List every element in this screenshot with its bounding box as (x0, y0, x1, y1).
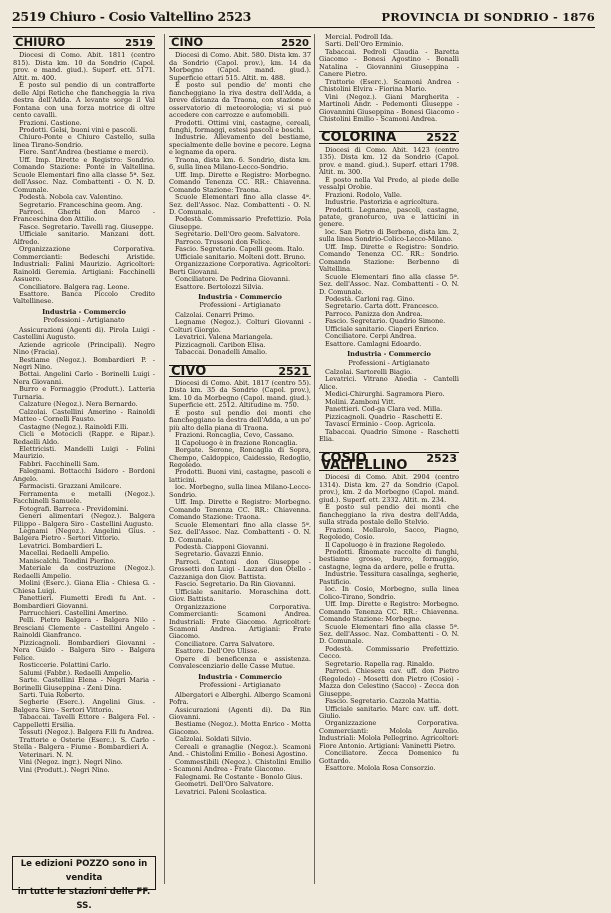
paragraph: Conciliatore. De Pedrina Giovanni. (175, 275, 291, 284)
paragraph: È posto nella Val Predo, al piede delle vessalpi Orobie. (319, 175, 459, 192)
paragraph: Legname (Negoz.). Colturi Giovanni - Colturi Giorgio. (169, 318, 311, 334)
entry-body-colorina (319, 147, 459, 348)
paragraph: Conciliatore. Zecca Domenico fu Gottardo. (319, 749, 459, 765)
paragraph: Commestibili (Negoz.). Chistolini Emilio - Scamoni Andrea - Frate Giacomo. (169, 757, 311, 774)
paragraph: Opere di beneficenza e assistenza. Convalescenziario delle Casse Mutue. (169, 654, 311, 671)
paragraph: Assicurazioni (Agenti di). Pirola Luigi - Castellini Augusto. (13, 325, 155, 342)
paragraph: Calzolai. Soldati Silvio. (175, 735, 252, 744)
paragraph: Tavasci Erminio - Coop. Agricola. (325, 420, 436, 429)
section-subheading: Professioni - Artigianato (199, 681, 281, 690)
paragraph: Legnami (Negoz.). Angelini Gius. - Balgera Pietro - Sertori Vittorio. (13, 527, 155, 543)
paragraph: Scuole Elementari fino alla classe 5ª. Sez. dell'Assoc. Naz. Combattenti - O. N. D. Comunale. (319, 272, 459, 296)
paragraph: Trattorie e Osterie (Eserc.). S. Carlo - Stella - Balgera - Fiume - Bombardieri A. (13, 735, 155, 752)
entry-body-civo (169, 380, 311, 671)
paragraph: Scuole Elementari fino alla classe 4ª. Sez. dell'Assoc. Naz. Combattenti - O. N. D. Comunale. (169, 193, 311, 216)
header-right: PROVINCIA DI SONDRIO - 1876 (381, 10, 595, 24)
entry-header-civo (169, 365, 311, 377)
trades-list-colorina (319, 369, 459, 444)
paragraph: Esattore. Banca Piccolo Credito Valtellinese. (13, 289, 155, 306)
paragraph: Bestiame (Negoz.). Motta Enrico - Motta Giacomo. (169, 720, 311, 736)
paragraph: Industrie. Tessitura casalinga, segherie, Pastificio. (319, 570, 459, 586)
paragraph: Frazioni. Castione. (19, 118, 82, 127)
paragraph: Calzolai. Sartorelli Biagio. (325, 368, 413, 377)
paragraph: Industrie. Pastorizia e agricoltura. (325, 198, 440, 207)
paragraph: Diocesi di Como. Abit. 1817 (centro 55). Dista km. 35 da Sondrio (Capol. prov.), km. 10 da Morbegno (Capol. mand. giud.). Superficie ett. 2512. Altitudine m. 750. (169, 379, 311, 410)
paragraph: Segretario. Gavazzi Ennio. (175, 550, 264, 559)
paragraph: Burro e Formaggio (Produtt.). Latteria Turnaria. (13, 385, 155, 401)
paragraph: Calzature (Negoz.). Nera Bernardo. (19, 400, 138, 409)
trades-list-civo (169, 692, 311, 796)
paragraph: Segherie (Eserc.). Angelini Gius. - Balgera Siro - Sertori Vittorio. (13, 698, 155, 714)
paragraph: Calzolai. Cenarri Primo. (175, 310, 255, 319)
paragraph: loc. Morbegno, sulla linea Milano-Lecco-Sondrio. (169, 483, 311, 499)
column-3 (314, 34, 459, 884)
paragraph: Pelli. Pietro Balgera - Balgera Nilo - Bresciani Clemente - Castellini Angelo - Rainoldi Gianfranco. (13, 616, 155, 640)
paragraph: Podestà. Ciapponi Giovanni. (175, 543, 269, 551)
paragraph: Ufficiale sanitario. Manzani dott. Alfredo. (13, 230, 155, 246)
paragraph: È posto sul pendio de' monti che fiancheggiano la riva destra dell'Adda, a breve distanza da Traona, con stazione e osservatorio di meteorologia; vi si può accedere con carrozze e automobili. (169, 81, 311, 120)
paragraph: Conciliatore. Cerpi Andrea. (325, 332, 417, 341)
paragraph: Levatrici. Paleni Scolastica. (175, 787, 267, 796)
entry-body-chiuro (13, 52, 155, 305)
paragraph: Prodotti. Legname, pascoli, castagne, patate, granoturco, uva e latticini in genere. (319, 205, 459, 229)
entry-number: 2519 (125, 38, 153, 49)
entry-number: 2523 (426, 451, 457, 465)
paragraph: Molini. Zamboni Vitt. (325, 397, 396, 406)
entry-name: CIVO (171, 363, 207, 379)
entry-name: COLORINA (321, 130, 397, 146)
paragraph: Macellai. Redaelli Ampelio. (19, 549, 110, 558)
paragraph: Prodotti. Buoni vini, castagne, pascoli e latticini. (169, 468, 311, 484)
paragraph: Diocesi di Como. Abit. 580. Dista km. 37 da Sondrio (Capol. prov.), km. 14 da Morbegno (Capol. mand. giud.). Superficie ettari 515. Altit. m. 488. (169, 51, 311, 82)
paragraph: Segretario. Rapella rag. Rinaldo. (325, 659, 435, 668)
entry-name: CINO (171, 35, 204, 49)
paragraph: Ufficiale sanitario. Molteni dott. Bruno. (175, 252, 306, 261)
paragraph: Diocesi di Como. Abit. 1423 (centro 135). Dista km. 12 da Sondrio (Capol. prov. e mand. giud.). Superf. ettari 1798. Altit. m. 300. (319, 145, 459, 177)
paragraph: Falegnami. Bottacchi Isidoro - Bordoni Angelo. (13, 467, 155, 483)
paragraph: Ufficiale sanitario. Moraschina dott. Giov. Battista. (169, 587, 311, 604)
paragraph: Podestà. Commissario Prefettizio. Pola Giuseppe. (169, 215, 311, 231)
paragraph: Esattore. Bertolozzi Silvia. (175, 282, 264, 291)
section-heading: Industria - Commercio (198, 292, 282, 301)
paragraph: Aziende agricole (Principali). Negro Nino (Fracia). (13, 340, 155, 357)
paragraph: Parroci. Gherbi don Marco - Franceschina don Attilio. (13, 207, 155, 224)
paragraph: Borgate. Serone, Roncaglia di Sopra, Chempo, Caldoppico, Caidessio, Redoglio, Regoledo. (169, 446, 311, 470)
paragraph: Elettricisti. Mandelli Luigi - Folini Maurizio. (13, 445, 155, 461)
entry-number: 2521 (278, 364, 309, 378)
entry-header-cino (169, 36, 311, 49)
paragraph: Organizzazione Corporativa. Commercianti: Scamoni Andrea. Industriali: Frate Giacomo. Agricoltori: Scamoni Andrea. Artigiani: Frate Giacomo. (169, 602, 311, 641)
paragraph: Fascio. Segretario. Capelli geom. Italo. (175, 245, 305, 254)
paragraph: Tabaccai. Donadelli Amalio. (175, 348, 268, 357)
paragraph: Scuole Elementari fino alla classe 5ª. Sez. dell'Assoc. Naz. Combattenti - O. N. D. Comunale. (319, 622, 459, 646)
paragraph: Pizzicagnoli. Bombardieri Giovanni - Nera Guido - Balgera Siro - Balgera Felice. (13, 638, 155, 662)
paragraph: Segretario. Franceschina geom. Ang. (19, 200, 143, 209)
paragraph: Sarte. Castellini Elena - Negri Maria - Borinelli Giuseppina - Zeni Dina. (13, 676, 155, 692)
paragraph: Panettieri. Cod-ga Clara ved. Milla. (325, 405, 443, 414)
section-subheading: Professioni - Artigianato (43, 316, 125, 325)
paragraph: Conciliatore. Balgera rag. Leone. (19, 282, 130, 291)
paragraph: È posto sul pendio dei monti che fiancheggiano la destra dell'Adda, a un po' più alto della piana di Traona. (169, 408, 311, 432)
paragraph: Parroco. Panizza don Andrea. (325, 309, 423, 318)
paragraph: Fascio. Segretario. Cazzola Mattia. (325, 697, 442, 706)
paragraph: Generi alimentari (Negoz.). Balgera Filippo - Balgera Siro - Castellini Augusto. (13, 512, 155, 528)
paragraph: Ferramenta e metalli (Negoz.). Facchinelli Samuele. (13, 489, 155, 506)
ad-line-2: in tutte le stazioni delle FF. SS. (17, 887, 151, 911)
paragraph: loc. In Cosio, Morbegno, sulla linea Colico-Tirano, Sondrio. (319, 585, 459, 601)
entry-body-cosio (319, 474, 459, 772)
paragraph: Fabbri. Facchinelli Sam. (19, 459, 100, 468)
entry-header-cosio (319, 452, 459, 472)
paragraph: Parroci. Cantoni don Giuseppe - Grossetti don Luigi - Lazzari don Otello - Cazzaniga don Giov. Battista. (169, 557, 311, 581)
section-subheading: Professioni - Artigianato (199, 301, 281, 310)
entry-body-cino (169, 52, 311, 291)
running-header (12, 9, 595, 28)
paragraph: Diocesi di Como. Abit. 2904 (centro 1314). Dista km. 27 da Sondrio (Capol. prov.), km. 2 da Morbegno (Capol. mand. giud.). Superf. ett. 2332. Altit. m. 234. (319, 473, 459, 504)
paragraph: Pizzicagnoli. Caribon Elisa. (175, 340, 266, 349)
paragraph: Parroci. Chiesera cav. uff. don Pietro (Regoledo) - Mosetti don Pietro (Cosio) - Mazza don Celestino (Sacco) - Zecca don Giuseppe. (319, 667, 459, 698)
paragraph: Esattore. Dell'Oro Ulisse. (175, 647, 260, 656)
paragraph: Uff. Imp. Dirette e Registro: Morbegno. Comando Tenenza CC. RR.: Chiavenna. Comando Stazione: Morbegno. (319, 600, 459, 624)
paragraph: Esattore. Camlagni Edoardo. (325, 339, 422, 348)
paragraph: Veterinari. N. N. (19, 750, 74, 759)
paragraph: Organizzazione Corporativa. Agricoltori: Berti Giovanni. (169, 260, 311, 276)
paragraph: Tabaccai. Quadrio Simone - Raschetti Elia. (319, 427, 459, 444)
paragraph: Podestà. Carloni rag. Gino. (325, 294, 415, 303)
paragraph: Bottai. Angelini Carlo - Borinelli Luigi - Nera Giovanni. (13, 370, 155, 386)
paragraph: È posto sul pendio di un contrafforte delle Alpi Retiche che fiancheggia la riva destra dell'Adda. A levante sorge il Val Fontana con una forza motrice di oltre cento cavalli. (13, 81, 155, 120)
paragraph: Ufficiale sanitario. Ciaperi Enrico. (325, 324, 439, 333)
civo-continuation (319, 34, 459, 123)
paragraph: Albergatori e Alberghi. Albergo Scamoni Pofra. (169, 690, 311, 707)
paragraph: Farmacisti. Grazzani Amilcare. (19, 482, 122, 491)
paragraph: Vini (Negoz. ingr.). Negri Nino. (19, 758, 123, 767)
entry-number: 2522 (426, 131, 457, 145)
paragraph: Esattore. Molola Rosa Consorzio. (325, 764, 436, 773)
paragraph: Diocesi di Como. Abit. 1811 (centro 815). Dista km. 10 da Sondrio (Capol. prov. e mand. giud.). Superf. ett. 5171. Altit. m. 400. (13, 51, 155, 82)
paragraph: Fascio. Segretario. Quadrio Simone. (325, 317, 446, 326)
section-heading: Industria - Commercio (347, 350, 431, 359)
paragraph: Rosticcerie. Polattini Carlo. (19, 661, 111, 670)
paragraph: Traona, dista km. 6. Sondrio, dista km. 6, sulla linea Milano-Lecco-Sondrio. (169, 155, 311, 172)
paragraph: Cereali e granaglie (Negoz.). Scamoni And. - Chistolini Emilio - Bonesi Agostino. (169, 742, 311, 759)
paragraph: Chiuro-Ponte e Chiuro Castello, sulla linea Tirano-Sondrio. (13, 133, 155, 149)
paragraph: Calzolai. Castellini Amerino - Rainoldi Matteo - Cornelli Fausto. (13, 407, 155, 424)
paragraph: Frazioni. Roncaglia, Cevo, Cassano. (175, 431, 294, 440)
paragraph: Parrucchieri. Castellini Amerino. (19, 608, 129, 617)
paragraph: È posto sul pendio dei monti che fiancheggiano la riva destra dell'Adda, sulla strada postale dello Stelvio. (319, 503, 459, 527)
paragraph: Il Capoluogo è in frazione Roncaglia. (175, 438, 298, 447)
paragraph: Materiale da costruzione (Negoz.). Redaelli Ampelio. (13, 564, 155, 580)
paragraph: Mercial. Podroll Ida. (325, 34, 394, 41)
column-1 (13, 34, 155, 854)
paragraph: Levatrici. Vitrano Anedia - Cantelli Alice. (319, 375, 459, 391)
paragraph: Prodotti. Gelsi, buoni vini e pascoli. (19, 125, 138, 134)
paragraph: Trattorie (Eserc.). Scamoni Andrea - Chistolini Elvira - Fiorina Mario. (319, 77, 459, 94)
paragraph: Frazioni. Rodolo, Valle. (325, 190, 402, 199)
paragraph: Medici-Chirurghi. Sagramora Piero. (325, 390, 445, 399)
paragraph: Organizzazione Corporativa. Commercianti: Molola Aurelio. Industriali: Molola Pellegrino. Agricoltori: Fiore Antonio. Artigiani: Vaninetti Pietro. (319, 719, 459, 750)
paragraph: Industrie. Allevamento del bestiame, specialmente delle bovine e pecore. Legna e legname da opera. (169, 133, 311, 157)
paragraph: Podestà. Nobola cav. Valentino. (19, 193, 123, 202)
paragraph: Molini (Eserc.). Giana Elia - Chiesa G. - Chiesa Luigi. (13, 579, 155, 595)
paragraph: Sarti. Tuia Roberto. (19, 690, 85, 699)
column-2 (164, 34, 311, 884)
paragraph: Levatrici. Valena Mariangela. (175, 333, 273, 342)
paragraph: Uff. Imp. Dirette e Registro: Sondrio. Comando Tenenza CC. RR.: Sondrio. Comando Stazione: Berbenno di Valtellina. (319, 242, 459, 274)
paragraph: Podestà. Commissario Prefettizio. Cecco. (319, 644, 459, 661)
paragraph: Sarti. Dell'Oro Erminio. (325, 40, 404, 49)
paragraph: Geometri. Dell'Oro Salvatore. (175, 780, 274, 789)
paragraph: Frazioni. Mellarolo, Sacco, Piagno, Regoledo, Cosio. (319, 525, 459, 542)
paragraph: Uff. Imp. Dirette e Registro: Morbegno. Comando Tenenza CC. RR.: Chiavenna. Comando Stazione: Traona. (169, 498, 311, 522)
paragraph: Uff. Imp. Dirette e Registro: Sondrio. Comando Stazione: Ponte in Valtellina. Scuole Elementari fino alla classe 5ª. Sez. dell'Assoc. Naz. Combattenti - O. N. D. Comunale. (13, 155, 155, 194)
header-left: 2519 Chiuro - Cosio Valtellino 2523 (12, 9, 252, 24)
paragraph: Ufficiale sanitario. Marc cav. uff. dott. Giulio. (319, 704, 459, 720)
paragraph: Bestiame (Negoz.). Bombardieri P. - Negri Nino. (13, 355, 155, 372)
entry-header-chiuro (13, 36, 155, 49)
entry-name: COSIO VALTELLINO (321, 450, 408, 474)
paragraph: Prodotti. Ottimi vini, castagne, cereali, funghi, formaggi, estesi pascoli e boschi. (169, 118, 311, 134)
section-heading: Industria - Commercio (198, 672, 282, 681)
trades-list-chiuro (13, 327, 155, 774)
paragraph: Falegnami. Re Costante - Bonolo Gius. (175, 772, 303, 781)
paragraph: Organizzazione Corporativa. Commercianti: Bedeschi Aristide. Industriali: Falini Maurizio. Agricoltori: Rainoldi Geremia. Artigiani: Facchinelli Assuero. (13, 245, 155, 284)
paragraph: loc. San Pietro di Berbeno, dista km. 2, sulla linea Sondrio-Colico-Lecco-Milano. (319, 227, 459, 244)
paragraph: Fasce. Segretario. Tavelli rag. Giuseppe. (19, 222, 154, 231)
entry-name: CHIURO (15, 35, 66, 49)
paragraph: Segretario. Dell'Oro geom. Salvatore. (175, 230, 301, 239)
paragraph: Vini (Negoz.). Giani Margherita - Martinoli Andr. - Pedemonti Giuseppe - Giovannini Giuseppina - Bonesi Giacomo - Chistolini Emilio - Scamoni Andrea. (319, 92, 459, 123)
section-subheading: Professioni - Artigianato (348, 358, 430, 367)
paragraph: Segretario. Carta dott. Francesco. (325, 302, 439, 311)
advertisement-box (12, 856, 156, 911)
paragraph: Vini (Produtt.). Negri Nino. (19, 765, 110, 774)
section-heading: Industria - Commercio (42, 307, 126, 316)
paragraph: Fascio. Segretario. Da Rin Giovanni. (175, 580, 296, 589)
paragraph: Salumi (Fabbr.). Redaelli Ampelio. (19, 668, 133, 677)
paragraph: Scuole Elementari fino alla classe 5ª. Sez. dell'Assoc. Naz. Combattenti - O. N. D. Comunale. (169, 520, 311, 544)
paragraph: Prodotti. Rinomate raccolte di funghi, bestiame grosso, burro, formaggio, castagne, legna da ardere, pelle e frutta. (319, 548, 459, 571)
paragraph: Tabaccai. Pedroli Claudia - Baretta Giacomo - Bonesi Agostino - Bonalli Natalina - Giovannini Giuseppina - Canere Pietro. (319, 47, 459, 79)
paragraph: Conciliatore. Carra Salvatore. (175, 639, 275, 648)
paragraph: Tessuti (Negoz.). Balgera F.lli fu Andrea. (19, 728, 154, 737)
paragraph: Fiere. Sant'Andrea (bestiame e merci). (19, 148, 149, 157)
paragraph: Tabaccai. Tavelli Ettore - Balgera Fel. - Cappelletti Ersilia. (13, 713, 155, 729)
trades-list-cino (169, 312, 311, 357)
paragraph: Levatrici. Bombardieri L. (19, 541, 103, 550)
paragraph: Pizzicagnoli. Quadrio - Raschetti E. (325, 412, 443, 421)
paragraph: Castagne (Negoz.). Rainoldi F.lli. (19, 422, 129, 431)
paragraph: Fotografi. Barreca - Previdomini. (19, 504, 129, 513)
paragraph: Uff. Imp. Dirette e Registro: Morbegno. Comando Tenenza CC. RR.: Chiavenna. Comando Stazione: Traona. (169, 170, 311, 194)
paragraph: Maniscalchi. Tondini Pierino. (19, 556, 116, 565)
paragraph: Assicurazioni (Agenti di). Da Rin Giovanni. (169, 705, 311, 721)
ad-line-1: Le edizioni POZZO sono in vendita (20, 859, 148, 883)
paragraph: Parroco. Trussoni don Felice. (175, 237, 272, 246)
entry-header-colorina (319, 130, 459, 146)
entry-number: 2520 (281, 38, 309, 49)
paragraph: Panettieri. Fiumetti Eredi fu Ant. - Bombardieri Giovanni. (13, 594, 155, 610)
paragraph: Il Capoluogo è in frazione Regoledo. (325, 540, 446, 549)
paragraph: Cicli e Motocicli (Rappr. e Ripar.). Redaelli Aldo. (13, 430, 155, 446)
